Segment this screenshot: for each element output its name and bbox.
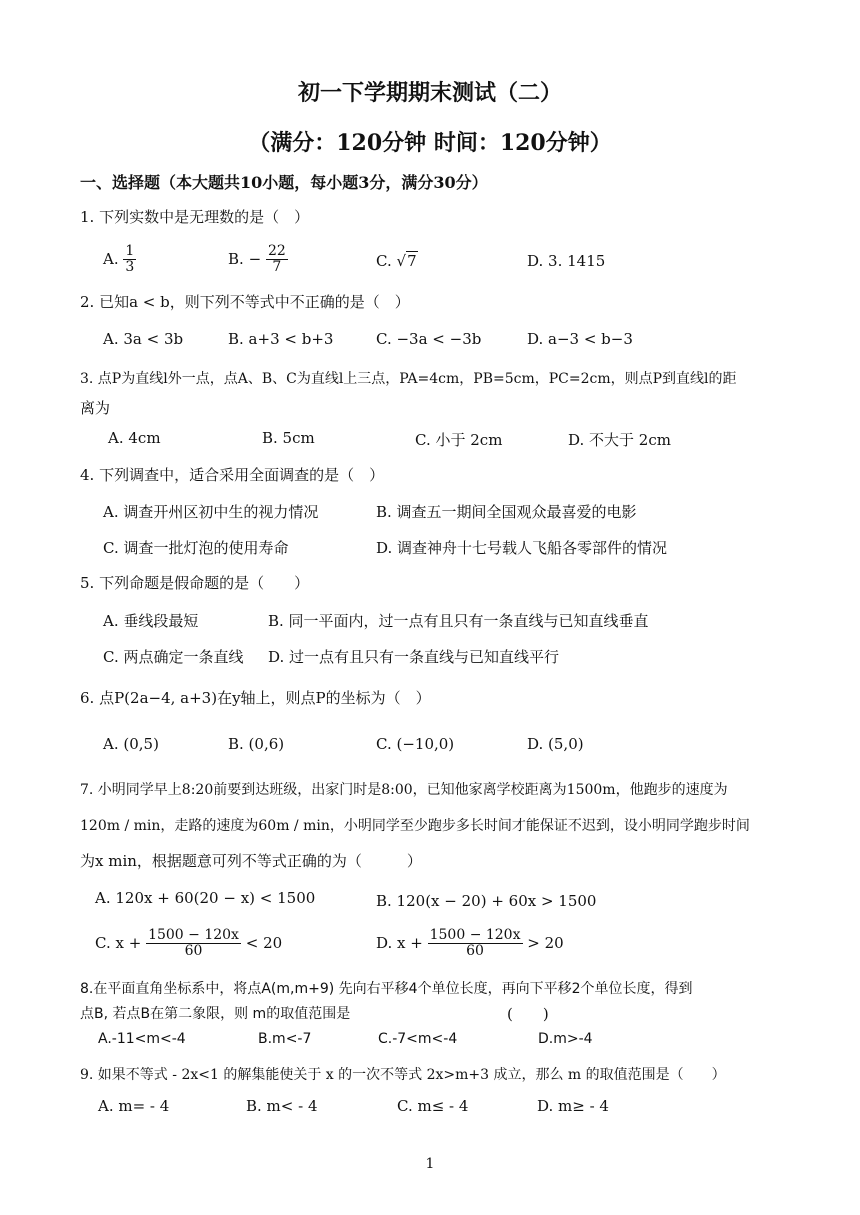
q1-c-radicand: 7	[407, 252, 417, 270]
q7-c-label: C. x +	[95, 933, 142, 952]
q7-d-tail: > 20	[527, 933, 564, 952]
question-3-stem-line2: 离为	[80, 399, 111, 417]
question-8-line2: 点B, 若点B在第二象限，则 m的取值范围是	[80, 1006, 351, 1022]
q5-option-c: C. 两点确定一条直线	[103, 648, 244, 666]
q7-option-b: B. 120(x − 20) + 60x > 1500	[376, 892, 597, 910]
q6-option-b: B. (0,6)	[228, 735, 285, 753]
q1-b-sign: −	[248, 249, 262, 268]
q8-option-b: B.m<-7	[258, 1031, 312, 1047]
q3-option-c: C. 小于 2cm	[415, 431, 503, 449]
q9-option-d: D. m≥ - 4	[537, 1097, 609, 1115]
q5-option-a: A. 垂线段最短	[103, 612, 199, 630]
q7-d-numerator: 1500 − 120x	[429, 927, 521, 943]
q1-option-d: D. 3. 1415	[527, 252, 606, 270]
q2-option-a: A. 3a < 3b	[103, 330, 184, 348]
question-8-line1: 8.在平面直角坐标系中，将点A(m,m+9) 先向右平移4个单位长度，再向下平移2个单位长度，得到	[80, 981, 693, 997]
q4-option-c: C. 调查一批灯泡的使用寿命	[103, 539, 289, 557]
q1-b-label: B.	[228, 249, 244, 268]
q7-c-tail: < 20	[245, 933, 283, 952]
q7-d-denominator: 60	[466, 943, 484, 960]
q1-b-denominator: 7	[272, 259, 282, 276]
q9-option-c: C. m≤ - 4	[397, 1097, 469, 1115]
question-7-line1: 7. 小明同学早上8:20前要到达班级，出家门时是8:00，已知他家离学校距离为1500m，他跑步的速度为	[80, 782, 728, 798]
q6-option-a: A. (0,5)	[103, 735, 159, 753]
question-7-line3: 为x min，根据题意可列不等式正确的为（ ）	[80, 852, 422, 870]
q1-option-a	[103, 244, 136, 276]
radical-icon: √	[396, 252, 407, 270]
q6-option-d: D. (5,0)	[527, 735, 584, 753]
page-subtitle: （满分：120分钟 时间：120分钟）	[248, 130, 612, 156]
question-8-answer-paren: ( )	[507, 1005, 549, 1023]
q3-option-a: A. 4cm	[108, 429, 161, 447]
question-2-stem: 2. 已知a < b，则下列不等式中不正确的是（ ）	[80, 293, 410, 311]
q8-option-a: A.-11<m<-4	[98, 1031, 186, 1047]
q3-option-b: B. 5cm	[262, 429, 315, 447]
question-3-stem-line1: 3. 点P为直线l外一点，点A、B、C为直线l上三点，PA=4cm，PB=5cm，PC=2cm，则点P到直线l的距	[80, 371, 737, 387]
page-number: 1	[425, 1156, 435, 1172]
q4-option-d: D. 调查神舟十七号载人飞船各零部件的情况	[376, 539, 668, 557]
question-4-stem: 4. 下列调查中，适合采用全面调查的是（ ）	[80, 466, 385, 484]
q2-option-b: B. a+3 < b+3	[228, 330, 334, 348]
q7-option-d	[376, 928, 564, 960]
q7-option-a: A. 120x + 60(20 − x) < 1500	[95, 889, 316, 907]
q7-d-label: D. x +	[376, 933, 423, 952]
question-5-stem: 5. 下列命题是假命题的是（ ）	[80, 574, 310, 592]
q1-b-numerator: 22	[267, 243, 286, 259]
q6-option-c: C. (−10,0)	[376, 735, 455, 753]
q7-d-fraction	[428, 928, 523, 960]
q1-a-numerator: 1	[125, 243, 135, 259]
q7-c-fraction	[146, 928, 241, 960]
q9-option-a: A. m= - 4	[98, 1097, 170, 1115]
q1-option-c	[376, 252, 418, 270]
q4-option-a: A. 调查开州区初中生的视力情况	[103, 503, 319, 521]
q8-option-d: D.m>-4	[538, 1031, 593, 1047]
section-heading: 一、选择题（本大题共10小题，每小题3分，满分30分）	[80, 173, 488, 192]
question-6-stem: 6. 点P(2a−4, a+3)在y轴上，则点P的坐标为（ ）	[80, 689, 431, 707]
q7-c-denominator: 60	[184, 943, 203, 960]
q1-a-fraction	[123, 244, 136, 276]
q1-c-label: C.	[376, 252, 392, 270]
q1-a-denominator: 3	[125, 259, 135, 276]
q1-option-b	[228, 244, 288, 276]
q4-option-b: B. 调查五一期间全国观众最喜爱的电影	[376, 503, 637, 521]
q1-c-sqrt	[397, 252, 418, 270]
q7-option-c	[95, 928, 282, 960]
question-1-stem: 1. 下列实数中是无理数的是（ ）	[80, 208, 310, 226]
q1-b-fraction	[266, 244, 288, 276]
question-9-stem: 9. 如果不等式 - 2x<1 的解集能使关于 x 的一次不等式 2x>m+3 成立，那么 m 的取值范围是（ ）	[80, 1067, 726, 1083]
question-7-line2: 120m / min，走路的速度为60m / min，小明同学至少跑步多长时间才能保证不迟到，设小明同学跑步时间	[80, 818, 750, 834]
q5-option-b: B. 同一平面内，过一点有且只有一条直线与已知直线垂直	[268, 612, 649, 630]
page-title: 初一下学期期末测试（二）	[297, 80, 562, 106]
q9-option-b: B. m< - 4	[246, 1097, 318, 1115]
q1-a-label: A.	[103, 249, 119, 268]
q5-option-d: D. 过一点有且只有一条直线与已知直线平行	[268, 648, 560, 666]
q3-option-d: D. 不大于 2cm	[568, 431, 671, 449]
q2-option-c: C. −3a < −3b	[376, 330, 482, 348]
q2-option-d: D. a−3 < b−3	[527, 330, 633, 348]
q7-c-numerator: 1500 − 120x	[148, 927, 239, 943]
q8-option-c: C.-7<m<-4	[378, 1031, 458, 1047]
